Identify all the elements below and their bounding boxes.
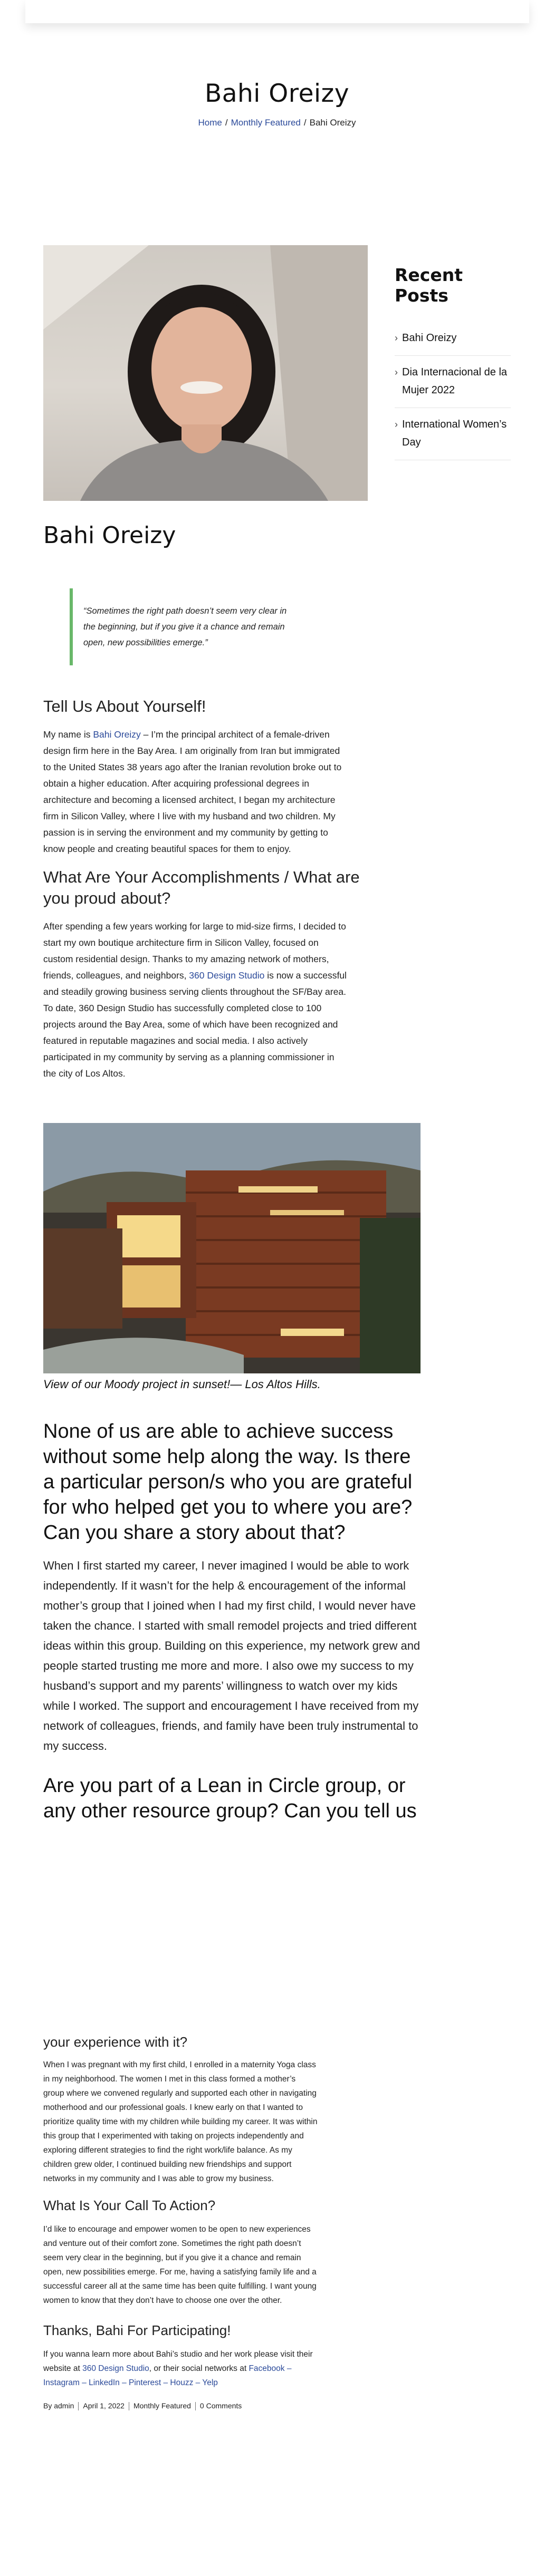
question-heading: None of us are able to achieve success without some help along the way. Is there a particular person/s who you are grateful for who helped get you to where you are? Can you share a story about that?: [43, 1420, 413, 1544]
recent-post-link[interactable]: Dia Internacional de la Mujer 2022: [402, 366, 508, 396]
article-continued: [43, 2034, 360, 2410]
separator: –: [79, 2378, 89, 2387]
recent-posts-title: Recent Posts: [395, 265, 463, 306]
pinterest-link[interactable]: Pinterest: [129, 2378, 161, 2387]
recent-post-item[interactable]: [395, 408, 511, 460]
text-segment: If you wanna learn more about Bahi’s studio and her work please visit their website at: [43, 2350, 313, 2373]
page-header: [0, 79, 554, 128]
question-heading: Tell Us About Yourself!: [43, 697, 206, 715]
separator: –: [161, 2378, 170, 2387]
answer-paragraph: When I was pregnant with my first child, I enrolled in a maternity Yoga class in my neighborhood. The women I met in this class formed a mother’s group where we convened regularly and supported each other in navigating motherhood and our professional goals. I knew early on that I wanted to prioritize quality time with my children while building my career. It was within this group that I experimented with taking on projects independently and exploring different strategies to find the right work/life balance. As my children grew older, I continued building new friendships and support networks in my community and I was able to grow my business.: [43, 2060, 318, 2183]
question-heading: What Are Your Accomplishments / What are you proud about?: [43, 868, 360, 907]
question-heading-continued: your experience with it?: [43, 2034, 188, 2050]
separator: –: [119, 2378, 129, 2387]
page-title: Bahi Oreizy: [204, 79, 350, 108]
author-link[interactable]: By admin: [43, 2401, 74, 2410]
recent-post-link[interactable]: Bahi Oreizy: [402, 332, 457, 344]
separator: –: [193, 2378, 203, 2387]
breadcrumb-current: Bahi Oreizy: [309, 118, 356, 128]
chevron-right-icon: ›: [395, 333, 398, 343]
category-link[interactable]: Monthly Featured: [133, 2401, 191, 2410]
answer-paragraph: I’d like to encourage and empower women to be open to new experiences and venture out of their comfort zone. Sometimes the right path doesn’t seem very clear in the beginning, but if you give it a chance and remain open, new possibilities emerge. For me, having a satisfying family life and a successful career all at the same time has been quite fulfilling. I want young women to know that they don’t have to choose one over the other.: [43, 2225, 317, 2305]
text-segment: After spending a few years working for large to mid-size firms, I decided to start my own boutique architecture firm in Silicon Valley, focused on custom residential design. Thanks to my amazing network of mothers, friends, colleagues, and neighbors,: [43, 921, 346, 981]
text-segment: is now a successful and steadily growing business serving clients throughout the SF/Bay area. To date, 360 Design Studio has successfully completed close to 100 projects around the Bay Area, some of which have been recognized and featured in reputable magazines and social media. I also actively participated in my community by serving as a planning commissioner in the city of Los Altos.: [43, 970, 347, 1079]
houzz-link[interactable]: Houzz: [170, 2378, 194, 2387]
answer-paragraph: When I first started my career, I never imagined I would be able to work independently. If it wasn’t for the help & encouragement of the informal mother’s group that I joined when I had my first child, I would never have taken the chance. I started with small remodel projects and tried different ideas within this group. Building on this experience, my network grew and people started trusting me more and more. I also owe my success to my husband’s support and my parents’ willingness to watch over my kids while I worked. The support and encouragement I have received from my network of colleagues, friends, and family have been truly instrumental to my success.: [43, 1559, 421, 1752]
answer-paragraph: [43, 918, 349, 1082]
closing-paragraph: [43, 2347, 318, 2390]
bahi-oreizy-link[interactable]: Bahi Oreizy: [93, 729, 141, 740]
house-photo: [43, 1123, 421, 1373]
360-design-studio-link[interactable]: 360 Design Studio: [189, 970, 265, 981]
answer-paragraph: [43, 727, 349, 857]
recent-post-item[interactable]: [395, 322, 511, 356]
top-header-bar: [25, 0, 529, 23]
breadcrumb: Home / Monthly Featured / Bahi Oreizy: [198, 118, 356, 128]
question-heading: What Is Your Call To Action?: [43, 2197, 216, 2213]
photo-caption: View of our Moody project in sunset!— Los Altos Hills.: [43, 1378, 321, 1391]
post-date: April 1, 2022: [83, 2401, 125, 2410]
recent-post-item[interactable]: [395, 356, 511, 408]
thanks-heading: Thanks, Bahi For Participating!: [43, 2322, 231, 2338]
separator: –: [284, 2364, 292, 2373]
post-meta: [43, 2401, 360, 2410]
360-design-studio-link[interactable]: 360 Design Studio: [82, 2364, 149, 2373]
article-title: Bahi Oreizy: [43, 522, 176, 549]
comments-link[interactable]: 0 Comments: [199, 2401, 242, 2410]
chevron-right-icon: ›: [395, 419, 398, 430]
recent-post-link[interactable]: International Women’s Day: [402, 419, 507, 448]
chevron-right-icon: ›: [395, 367, 398, 377]
question-heading: Are you part of a Lean in Circle group, or any other resource group? Can you tell us: [43, 1775, 417, 1822]
breadcrumb-monthly-featured[interactable]: Monthly Featured: [231, 118, 301, 128]
facebook-link[interactable]: Facebook: [249, 2364, 285, 2373]
linkedin-link[interactable]: LinkedIn: [89, 2378, 120, 2387]
instagram-link[interactable]: Instagram: [43, 2378, 80, 2387]
breadcrumb-home[interactable]: Home: [198, 118, 222, 128]
article: [43, 245, 423, 1824]
sidebar: [395, 265, 511, 460]
text-segment: My name is: [43, 729, 93, 740]
text-segment: – I’m the principal architect of a female-driven design firm here in the Bay Area. I am originally from Iran but immigrated to the United States 38 years ago after the Iranian revolution broke out to obtain a higher education. After acquiring professional degrees in architecture and becoming a licensed architect, I began my architecture firm in Silicon Valley, where I live with my husband and two children. My passion is in serving the environment and my community by getting to know people and creating beautiful spaces for them to enjoy.: [43, 729, 342, 854]
portrait-photo: [43, 245, 368, 501]
pull-quote: “Sometimes the right path doesn’t seem very clear in the beginning, but if you give it a chance and remain open, new possibilities emerge.”: [70, 588, 309, 665]
text-segment: , or their social networks at: [149, 2364, 249, 2373]
yelp-link[interactable]: Yelp: [202, 2378, 218, 2387]
